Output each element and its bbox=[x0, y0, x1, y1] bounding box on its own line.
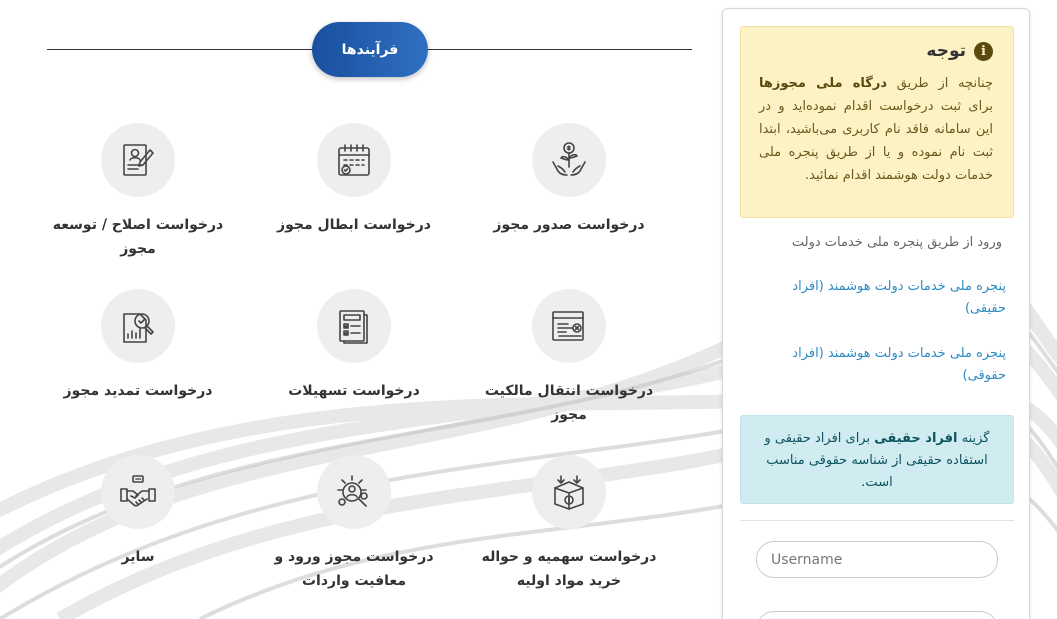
tile-icon-circle bbox=[101, 123, 175, 197]
warning-text-part: برای ثبت درخواست اقدام نموده‌اید و در این سامانه فاقد نام کاربری می‌باشید، ابتدا ثبت نام نموده و یا از طریق پنجره ملی خدمات دولت هوشمند اقدام نمائید. bbox=[759, 99, 993, 183]
report-magnifier-icon bbox=[118, 306, 158, 346]
tile-license-cancel[interactable] bbox=[254, 123, 454, 237]
tile-facilities[interactable] bbox=[254, 289, 454, 403]
tile-license-amend[interactable] bbox=[38, 123, 238, 261]
card-transfer-icon bbox=[549, 306, 589, 346]
note-text-part: برای افراد حقیقی و استفاده حقیقی از شناسه حقوقی مناسب است. bbox=[764, 431, 988, 490]
info-icon: i bbox=[974, 42, 993, 61]
tile-import-license[interactable] bbox=[254, 455, 454, 593]
processes-header bbox=[47, 22, 692, 78]
user-search-icon bbox=[334, 472, 374, 512]
username-input[interactable] bbox=[756, 541, 998, 578]
info-note bbox=[740, 415, 1014, 504]
warning-alert bbox=[740, 26, 1014, 218]
tile-label: درخواست انتقال مالکیت مجوز bbox=[484, 383, 654, 423]
panel-divider bbox=[740, 520, 1014, 521]
login-panel bbox=[722, 8, 1030, 619]
tile-label: درخواست صدور مجوز bbox=[493, 217, 645, 233]
tile-label: درخواست تسهیلات bbox=[288, 383, 420, 399]
warning-title-row bbox=[759, 38, 993, 64]
processes-title: فرآیندها bbox=[312, 22, 428, 77]
tile-label: درخواست ابطال مجوز bbox=[277, 217, 431, 233]
tile-label: درخواست مجوز ورود و معافیت واردات bbox=[274, 549, 434, 589]
tile-label: درخواست سهمیه و حواله خرید مواد اولیه bbox=[481, 549, 657, 589]
tile-label: سایر bbox=[121, 549, 155, 565]
tile-other[interactable] bbox=[38, 455, 238, 569]
tile-icon-circle bbox=[317, 455, 391, 529]
tile-icon-circle bbox=[532, 123, 606, 197]
tile-license-renewal[interactable] bbox=[38, 289, 238, 403]
tile-license-issue[interactable] bbox=[469, 123, 669, 237]
tile-icon-circle bbox=[317, 123, 391, 197]
government-window-subhead: ورود از طریق پنجره ملی خدمات دولت bbox=[791, 235, 1002, 250]
box-download-icon bbox=[549, 472, 589, 512]
real-persons-login-link[interactable]: پنجره ملی خدمات دولت هوشمند (افراد حقیقی) bbox=[792, 279, 1006, 316]
money-plant-hands-icon bbox=[549, 140, 589, 180]
note-text-part: گزینه bbox=[957, 431, 990, 446]
tile-icon-circle bbox=[532, 289, 606, 363]
legal-persons-login-link[interactable]: پنجره ملی خدمات دولت هوشمند (افراد حقوقی) bbox=[792, 346, 1006, 383]
password-input[interactable] bbox=[756, 611, 998, 619]
handshake-icon bbox=[118, 472, 158, 512]
tile-icon-circle bbox=[101, 289, 175, 363]
warning-title: توجه bbox=[926, 41, 966, 61]
tile-ownership-transfer[interactable] bbox=[469, 289, 669, 427]
checklist-document-icon bbox=[334, 306, 374, 346]
tile-quota-request[interactable] bbox=[469, 455, 669, 593]
warning-text bbox=[759, 72, 993, 187]
tile-icon-circle bbox=[532, 455, 606, 529]
national-license-portal-text: درگاه ملی مجوزها bbox=[759, 76, 887, 91]
calendar-cancel-icon bbox=[334, 140, 374, 180]
tile-label: درخواست اصلاح / توسعه مجوز bbox=[52, 217, 224, 257]
tile-icon-circle bbox=[317, 289, 391, 363]
real-persons-text: افراد حقیقی bbox=[874, 431, 958, 446]
tile-icon-circle bbox=[101, 455, 175, 529]
tile-label: درخواست تمدید مجوز bbox=[63, 383, 213, 399]
document-edit-icon bbox=[118, 140, 158, 180]
warning-text-part: چنانچه از طریق bbox=[887, 76, 993, 91]
